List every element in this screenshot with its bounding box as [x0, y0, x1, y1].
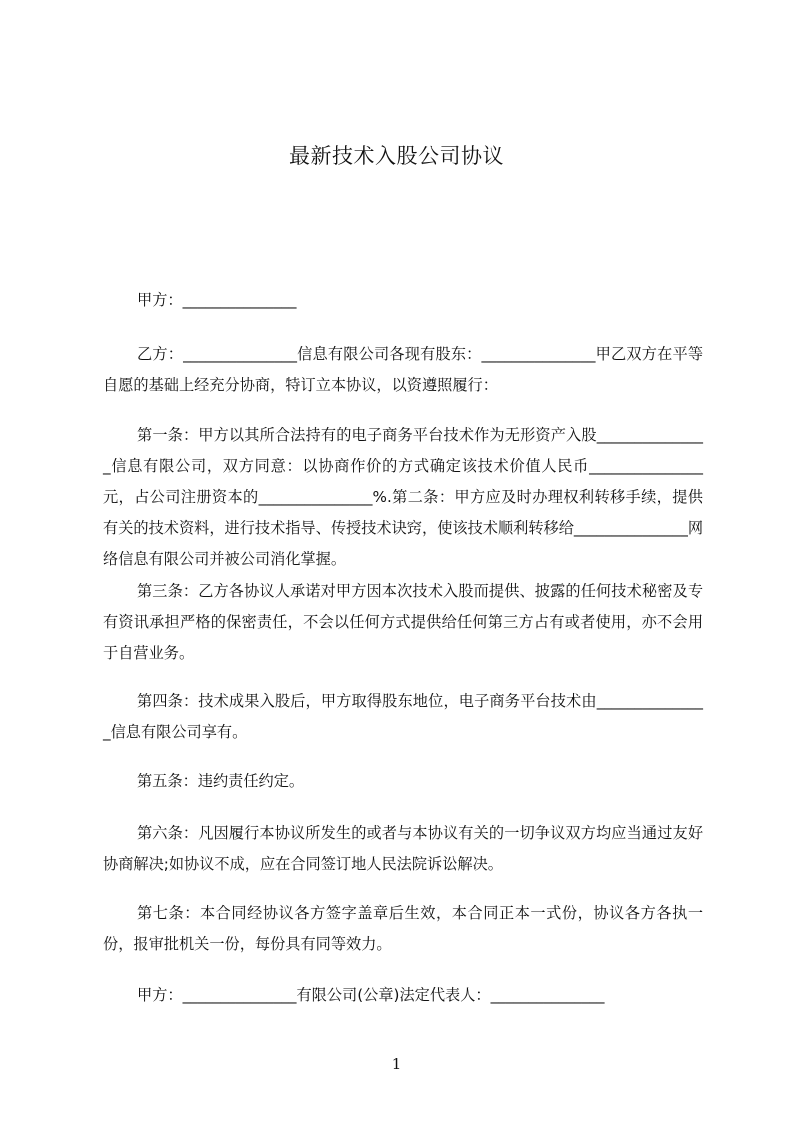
article-6-paragraph: 第六条：凡因履行本协议所发生的或者与本协议有关的一切争议双方均应当通过友好协商解决;如协议不成，应在合同签订地人民法院诉讼解决。: [103, 824, 703, 873]
signature-line: 甲方：_______________有限公司(公章)法定代表人：_______________: [137, 986, 605, 1004]
page-number: 1: [391, 1055, 402, 1073]
party-a-line: 甲方：_______________: [137, 291, 297, 309]
article-4-paragraph: 第四条：技术成果入股后，甲方取得股东地位，电子商务平台技术由_______________信息有限公司享有。: [103, 692, 703, 741]
article-5-paragraph: 第五条：违约责任约定。: [137, 772, 305, 790]
article-3-paragraph: 第三条：乙方各协议人承诺对甲方因本次技术入股而提供、披露的任何技术秘密及专有资讯承担严格的保密责任，不会以任何方式提供给任何第三方占有或者使用，亦不会用于自营业务。: [103, 582, 703, 662]
document-title: 最新技术入股公司协议: [289, 144, 504, 168]
article-1-2-paragraph: 第一条：甲方以其所合法持有的电子商务平台技术作为无形资产入股_______________信息有限公司，双方同意：以协商作价的方式确定该技术价值人民币_______________元，占公司注册资本的_______________%.第二条：甲方应及时办理权利转移手续，提供有关的技术资料，进行技术指导、传授技术诀窍，使该技术顺利转移给_______________网络信息有限公司并被公司消化掌握。: [103, 426, 703, 568]
party-b-paragraph: 乙方：_______________信息有限公司各现有股东：_______________甲乙双方在平等自愿的基础上经充分协商，特订立本协议，以资遵照履行：: [103, 345, 703, 394]
article-7-paragraph: 第七条：本合同经协议各方签字盖章后生效，本合同正本一式份，协议各方各执一份，报审批机关一份，每份具有同等效力。: [103, 904, 703, 953]
